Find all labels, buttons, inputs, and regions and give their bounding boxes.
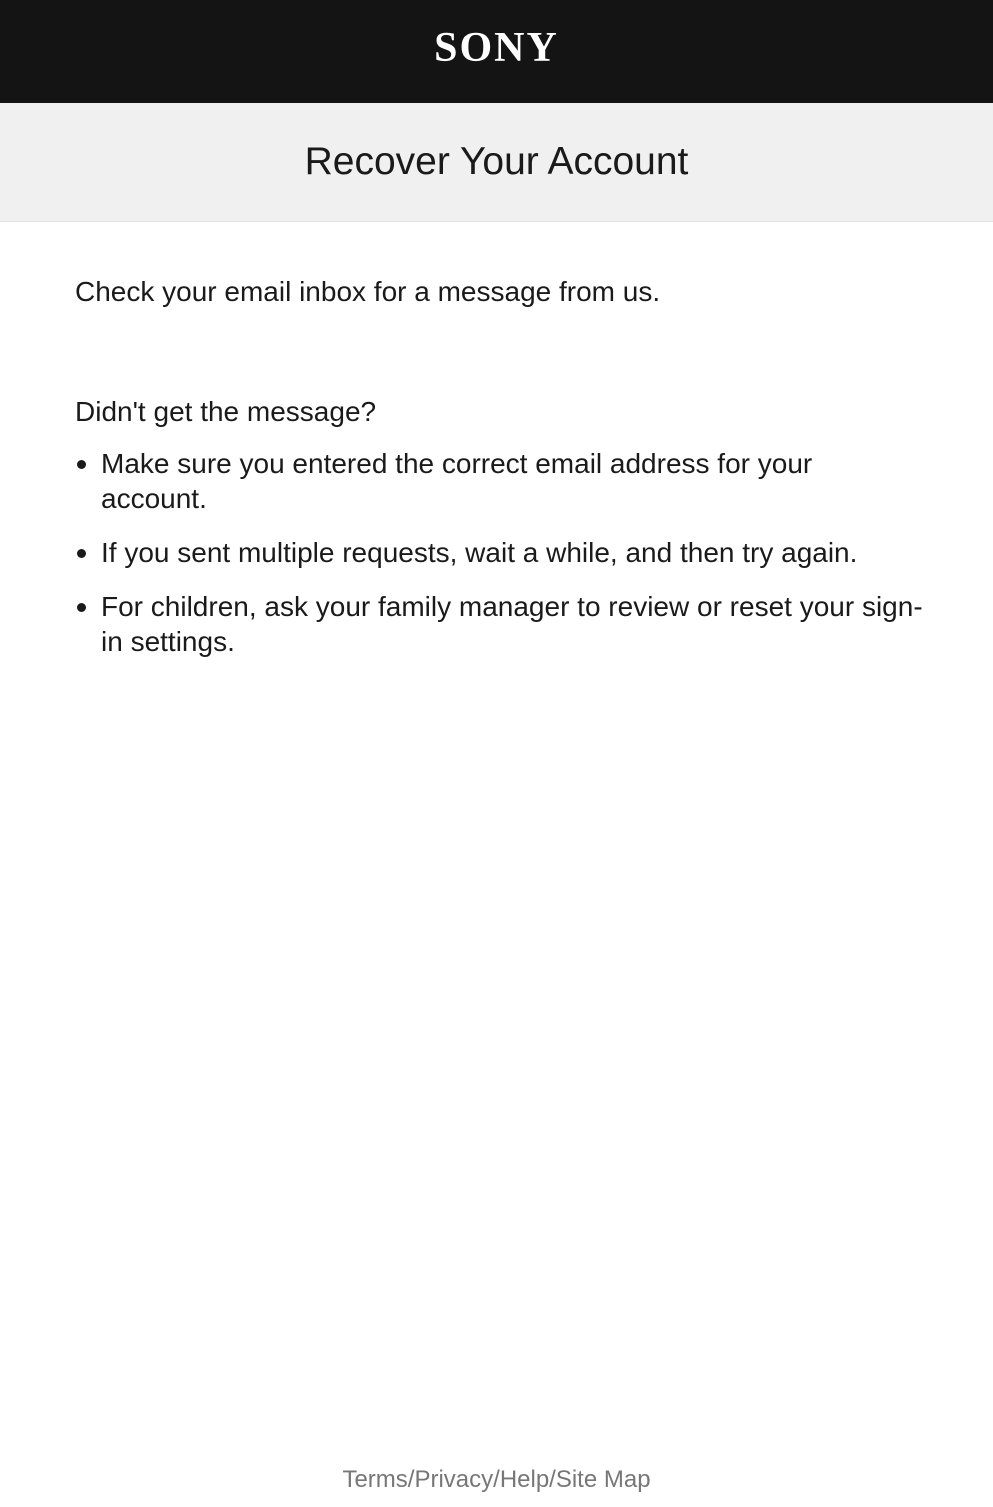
tip-text: If you sent multiple requests, wait a while, and then try again. <box>101 537 858 568</box>
top-header-bar <box>0 0 993 103</box>
page-title: Recover Your Account <box>304 140 689 183</box>
footer-separator: / <box>549 1466 556 1493</box>
sony-logo[interactable]: SONY <box>434 24 559 71</box>
tips-list <box>75 446 925 659</box>
bullet-icon <box>77 549 86 558</box>
footer-separator: / <box>407 1466 415 1493</box>
footer-link-privacy[interactable]: Privacy <box>414 1466 494 1493</box>
subhead-question: Didn't get the message? <box>75 396 377 427</box>
title-bar <box>0 103 993 222</box>
lead-message: Check your email inbox for a message from us. <box>75 276 661 307</box>
list-item <box>75 535 925 570</box>
tip-text: For children, ask your family manager to review or reset your sign-in settings. <box>101 591 923 657</box>
footer-separator: / <box>493 1466 500 1493</box>
bullet-icon <box>77 460 86 469</box>
bullet-icon <box>77 603 86 612</box>
footer-link-site-map[interactable]: Site Map <box>555 1466 651 1493</box>
footer-link-terms[interactable]: Terms <box>342 1466 408 1493</box>
footer-link-help[interactable]: Help <box>499 1466 550 1493</box>
main-content <box>75 272 925 678</box>
footer <box>0 1466 993 1494</box>
list-item <box>75 446 925 516</box>
list-item <box>75 589 925 659</box>
tip-text: Make sure you entered the correct email address for your account. <box>101 448 813 514</box>
